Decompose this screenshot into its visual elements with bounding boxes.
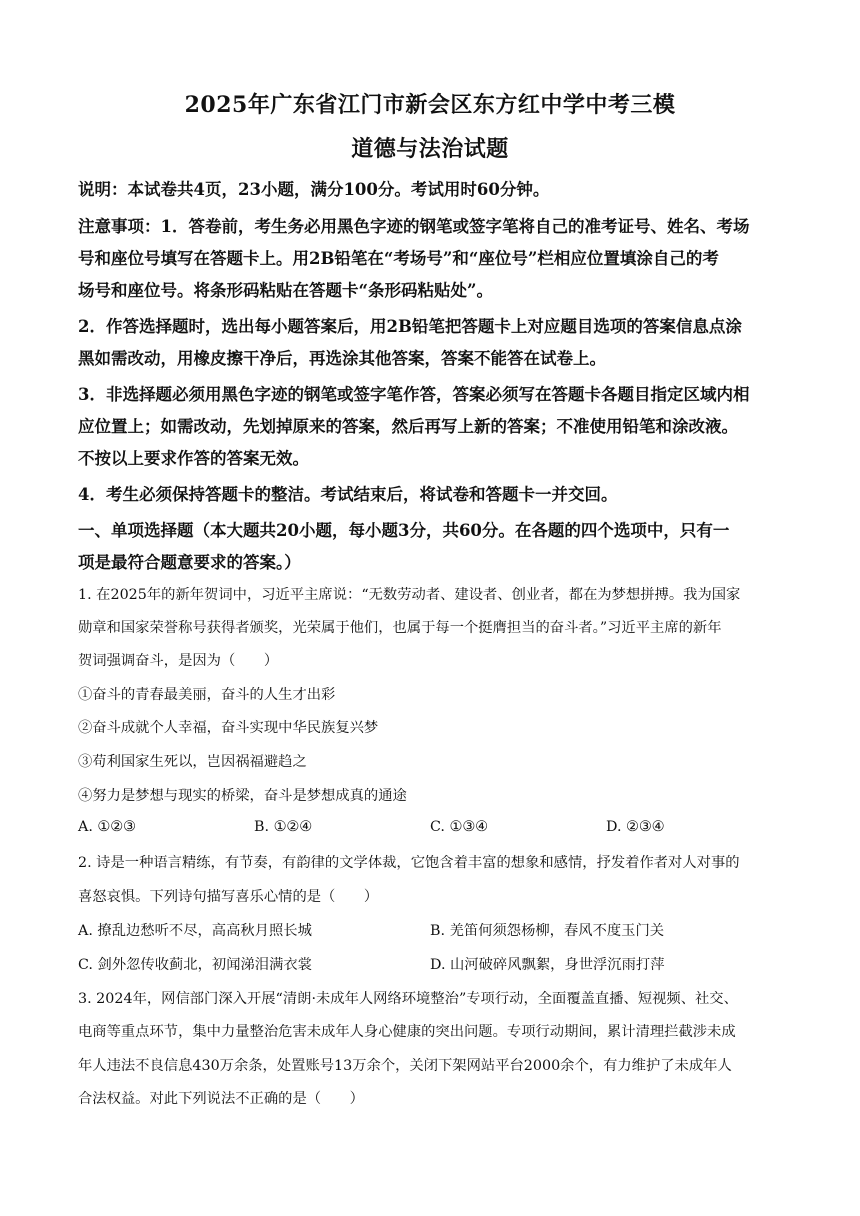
question-1-statement: ④努力是梦想与现实的桥梁，奋斗是梦想成真的通途 (78, 788, 407, 804)
question-1-stem: 1. 在2025年的新年贺词中，习近平主席说：“无数劳动者、建设者、创业者，都在为梦想拼搏。我为国家 (78, 587, 741, 603)
section-heading: 项是最符合题意要求的答案。） (78, 553, 301, 572)
attention-line: 3．非选择题必须用黑色字迹的钢笔或签字笔作答，答案必须写在答题卡各题目指定区域内相 (78, 385, 750, 404)
question-3-stem: 年人违法不良信息430万余条，处置账号13万余个，关闭下架网站平台2000余个，有力维护了未成年人 (78, 1058, 732, 1074)
question-1-option-c: C. ①③④ (430, 819, 488, 835)
attention-line: 黑如需改动，用橡皮擦干净后，再选涂其他答案，答案不能答在试卷上。 (78, 349, 606, 368)
attention-line: 场号和座位号。将条形码粘贴在答题卡“条形码粘贴处”。 (78, 281, 493, 300)
question-3-stem: 电商等重点环节，集中力量整治危害未成年人身心健康的突出问题。专项行动期间，累计清理拦截涉未成 (78, 1024, 736, 1040)
attention-line: 2．作答选择题时，选出每小题答案后，用2B铅笔把答题卡上对应题目选项的答案信息点涂 (78, 317, 742, 336)
question-1-statement: ③苟利国家生死以，岂因祸福避趋之 (78, 754, 307, 770)
question-1-statement: ①奋斗的青春最美丽，奋斗的人生才出彩 (78, 687, 336, 703)
attention-line: 不按以上要求作答的答案无效。 (78, 449, 309, 468)
question-2-option-c: C. 剑外忽传收蓟北，初闻涕泪满衣裳 (78, 957, 312, 973)
question-1-option-a: A. ①②③ (78, 819, 136, 835)
exam-title: 2025年广东省江门市新会区东方红中学中考三模 (184, 92, 676, 118)
question-2-option-d: D. 山河破碎风飘絮，身世浮沉雨打萍 (430, 957, 665, 973)
question-2-option-b: B. 羌笛何须怨杨柳，春风不度玉门关 (430, 923, 665, 939)
exam-subtitle: 道德与法治试题 (351, 136, 509, 162)
question-1-statement: ②奋斗成就个人幸福，奋斗实现中华民族复兴梦 (78, 720, 379, 736)
exam-note: 说明：本试卷共4页，23小题，满分100分。考试用时60分钟。 (78, 180, 550, 199)
question-1-option-d: D. ②③④ (606, 819, 665, 835)
question-2-stem: 喜怒哀惧。下列诗句描写喜乐心情的是（ ） (78, 889, 379, 905)
question-3-stem: 3. 2024年，网信部门深入开展“清朗·未成年人网络环境整治”专项行动，全面覆盖直播、短视频、社交、 (78, 991, 738, 1007)
question-3-stem: 合法权益。对此下列说法不正确的是（ ） (78, 1091, 364, 1107)
section-heading: 一、单项选择题（本大题共20小题，每小题3分，共60分。在各题的四个选项中，只有一 (78, 521, 730, 540)
attention-line: 号和座位号填写在答题卡上。用2B铅笔在“考场号”和“座位号”栏相应位置填涂自己的考 (78, 249, 719, 268)
question-1-stem: 勋章和国家荣誉称号获得者颁奖，光荣属于他们，也属于每一个挺膺担当的奋斗者。”习近平主席的新年 (78, 620, 722, 636)
question-2-option-a: A. 撩乱边愁听不尽，高高秋月照长城 (78, 923, 312, 939)
question-2-stem: 2. 诗是一种语言精练，有节奏，有韵律的文学体裁，它饱含着丰富的想象和感情，抒发着作者对人对事的 (78, 855, 740, 871)
attention-line: 注意事项：1．答卷前，考生务必用黑色字迹的钢笔或签字笔将自己的准考证号、姓名、考场 (78, 217, 750, 236)
attention-line: 应位置上；如需改动，先划掉原来的答案，然后再写上新的答案；不准使用铅笔和涂改液。 (78, 417, 738, 436)
attention-line: 4．考生必须保持答题卡的整洁。考试结束后，将试卷和答题卡一并交回。 (78, 485, 618, 504)
question-1-option-b: B. ①②④ (254, 819, 313, 835)
question-1-stem: 贺词强调奋斗，是因为（ ） (78, 653, 279, 669)
